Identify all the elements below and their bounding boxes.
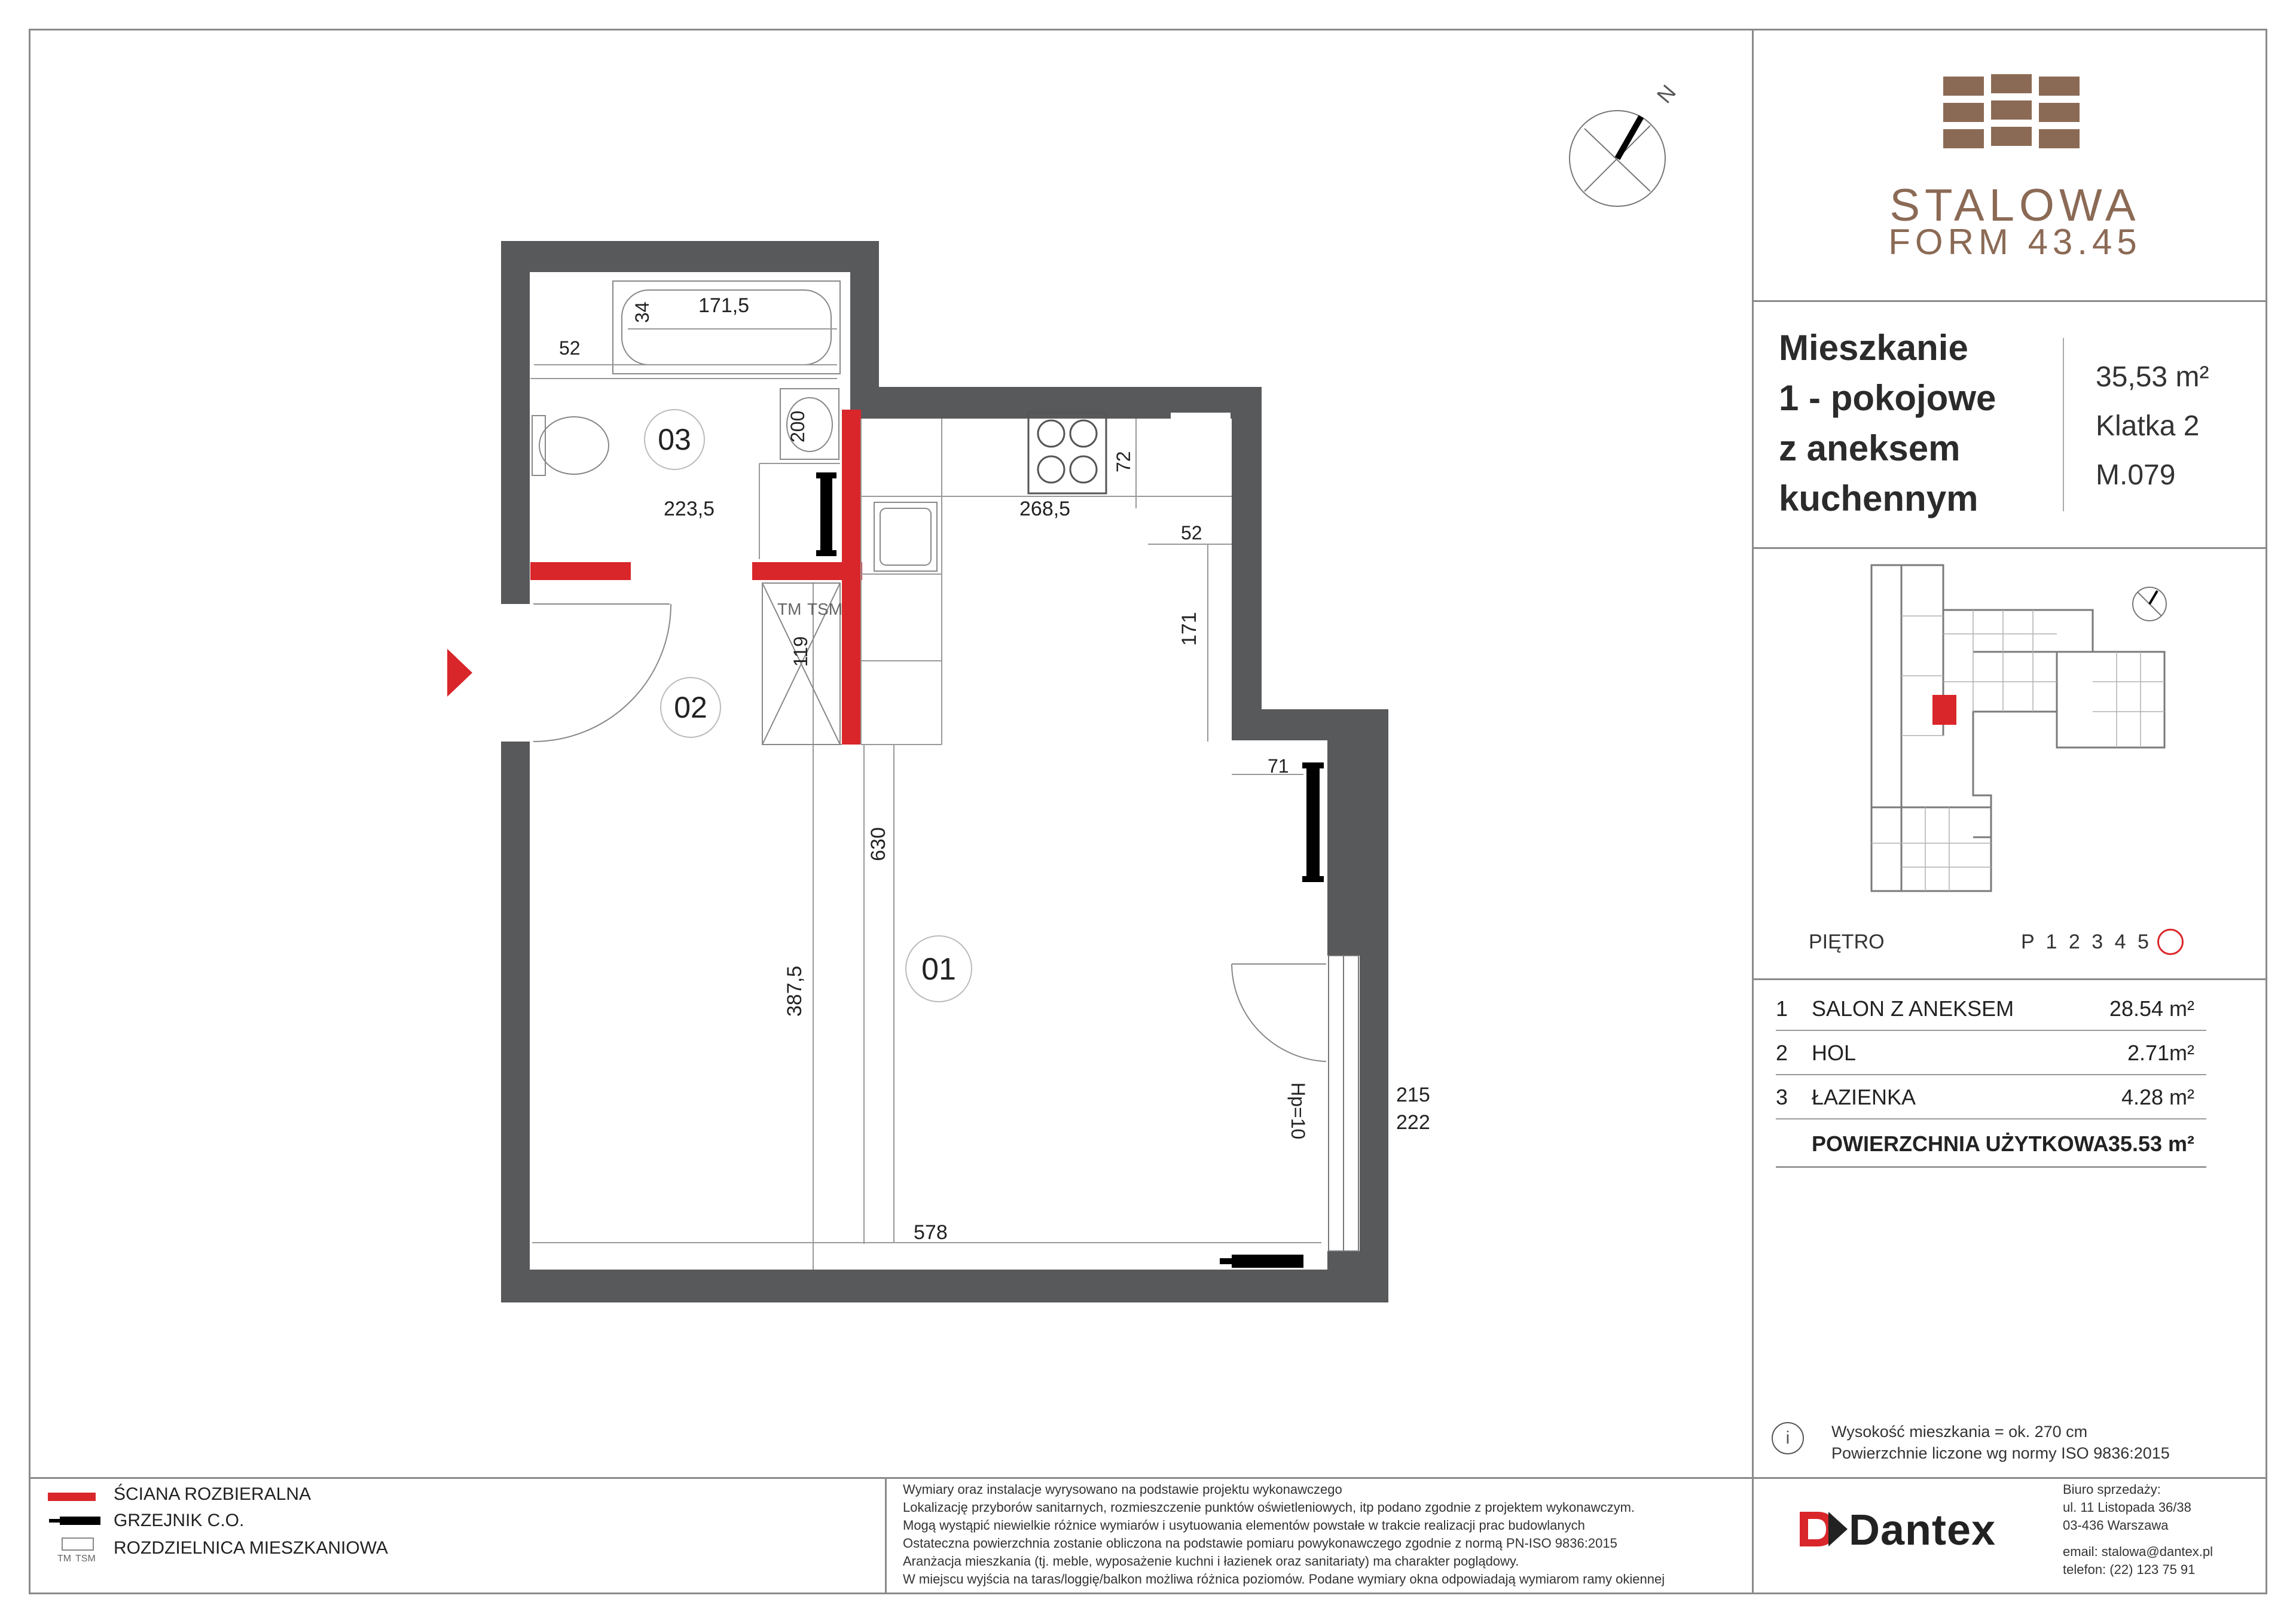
room-number: 3 xyxy=(1776,1085,1788,1109)
total-label: POWIERZCHNIA UŻYTKOWA xyxy=(1812,1131,2109,1156)
note-line: Wymiary oraz instalacje wyrysowano na podstawie projektu wykonawczego xyxy=(903,1482,1342,1497)
room-02-marker xyxy=(661,678,720,737)
apartment-unit: M.079 xyxy=(2096,459,2176,491)
title-line-3: z aneksem xyxy=(1779,428,1961,468)
title-line-2: 1 - pokojowe xyxy=(1779,378,1996,418)
entrance-door xyxy=(533,604,671,742)
floor-4[interactable]: 4 xyxy=(2114,931,2126,953)
legend-wall-label: ŚCIANA ROZBIERALNA xyxy=(114,1484,312,1504)
cooktop xyxy=(1028,413,1106,493)
note-line: Ostateczna powierzchnia zostanie obliczona na podstawie pomiaru powykonawczego zgodnie z normą PN-ISO 9836:2015 xyxy=(903,1536,1617,1551)
room-03-marker xyxy=(645,410,704,469)
legend-radiator-icon xyxy=(48,1514,102,1529)
legend-meter-tm: TM xyxy=(57,1554,72,1564)
room-name: SALON Z ANEKSEM xyxy=(1812,996,2014,1021)
dim-215: 215 xyxy=(1396,1084,1430,1106)
apartment-info xyxy=(2096,353,2209,500)
brand-logo xyxy=(1943,72,2081,167)
dim-268-5: 268,5 xyxy=(1019,498,1071,520)
entrance-arrow xyxy=(447,649,472,697)
info-notes xyxy=(1831,1421,2170,1464)
dim-630: 630 xyxy=(867,827,890,861)
room-name: HOL xyxy=(1812,1041,1857,1065)
developer-name: Dantex xyxy=(1849,1506,1996,1554)
north-label: N xyxy=(1651,80,1681,108)
note-line: Mogą wystąpić niewielkie różnice wymiarów i usytuowania elementów powstałe w trakcie realizacji prac budowlanych xyxy=(903,1518,1585,1533)
dim-72: 72 xyxy=(1113,451,1134,472)
legend-wall-swatch xyxy=(48,1493,96,1501)
sales-office xyxy=(2063,1481,2213,1579)
apartment-area: 35,53 m² xyxy=(2096,361,2209,393)
disclaimer-notes xyxy=(903,1481,1776,1588)
note-line: Aranżacja mieszkania (tj. meble, wyposażenie kuchni i łazienek oraz sanitariaty) ma charakter poglądowy. xyxy=(903,1554,1519,1569)
legend-radiator-label: GRZEJNIK C.O. xyxy=(114,1511,245,1530)
note-line: W miejscu wyjścia na taras/loggię/balkon możliwa różnica poziomów. Podane wymiary okna odpowiadają wymiarom ramy okiennej xyxy=(903,1572,1665,1587)
radiator-bath xyxy=(816,472,836,556)
room-number: 1 xyxy=(1776,996,1788,1021)
room-row xyxy=(1776,987,2206,1031)
dim-hp: Hp=10 xyxy=(1287,1082,1309,1140)
dim-171-5: 171,5 xyxy=(698,294,750,317)
sales-line: ul. 11 Listopada 36/38 xyxy=(2063,1500,2191,1515)
dim-34: 34 xyxy=(631,301,653,323)
sales-email[interactable]: email: stalowa@dantex.pl xyxy=(2063,1544,2213,1559)
room-name: ŁAZIENKA xyxy=(1812,1085,1916,1109)
total-row xyxy=(1776,1119,2206,1168)
floor-p[interactable]: P xyxy=(2021,931,2035,953)
key-plan xyxy=(1866,556,2188,927)
brand-subtitle: FORM 43.45 xyxy=(1888,222,2142,262)
entrance-opening xyxy=(500,604,532,742)
footer-sep-1 xyxy=(885,1477,887,1594)
floor-1[interactable]: 1 xyxy=(2045,931,2057,953)
current-floor-marker xyxy=(2157,929,2184,955)
room-area: 28.54 m² xyxy=(2109,996,2194,1021)
sales-line: 03-436 Warszawa xyxy=(2063,1518,2169,1533)
total-area: 35.53 m² xyxy=(2108,1131,2194,1156)
floor-label: PIĘTRO xyxy=(1809,931,1885,953)
toilet xyxy=(532,416,609,475)
dim-222: 222 xyxy=(1396,1111,1430,1134)
room-area: 2.71m² xyxy=(2127,1041,2194,1065)
footer-divider xyxy=(29,1477,2267,1479)
floor-5[interactable]: 5 xyxy=(2138,931,2149,953)
legend-meter-label: ROZDZIELNICA MIESZKANIOWA xyxy=(114,1538,388,1558)
room-03-label: 03 xyxy=(658,423,691,456)
title-line-4: kuchennym xyxy=(1779,478,1979,518)
shaft-bath xyxy=(534,274,587,315)
dim-578: 578 xyxy=(914,1221,948,1244)
sales-phone[interactable]: telefon: (22) 123 75 91 xyxy=(2063,1562,2196,1577)
brand-divider xyxy=(1752,300,2267,302)
radiator-living xyxy=(1302,762,1324,882)
keyplan-divider xyxy=(1752,978,2267,980)
norm-note: Powierzchnie liczone wg normy ISO 9836:2015 xyxy=(1831,1444,2170,1462)
info-icon: i xyxy=(1772,1422,1804,1454)
walls xyxy=(501,241,1388,1302)
room-row xyxy=(1776,1031,2206,1075)
dim-52b: 52 xyxy=(1181,522,1202,544)
sales-line: Biuro sprzedaży: xyxy=(2063,1482,2161,1497)
dim-223-5: 223,5 xyxy=(664,498,715,520)
room-01-marker xyxy=(906,936,972,1002)
sales-line xyxy=(2063,1534,2213,1543)
note-line: Lokalizację przyborów sanitarnych, rozmieszczenie punktów oświetleniowych, itp podano zgodnie z projektem wykonawczym. xyxy=(903,1500,1635,1515)
floor-selector xyxy=(2021,931,2149,954)
floor-2[interactable]: 2 xyxy=(2068,931,2080,953)
title-sep xyxy=(2063,338,2064,511)
kitchen-sink xyxy=(874,502,937,571)
room-02-label: 02 xyxy=(674,691,707,724)
panel-divider xyxy=(1752,29,1754,1491)
title-line-1: Mieszkanie xyxy=(1779,328,1968,368)
dim-52a: 52 xyxy=(559,337,581,359)
brand-name: STALOWA xyxy=(1889,180,2141,231)
meter-tm-label: TM xyxy=(777,600,802,618)
dim-71: 71 xyxy=(1268,755,1289,777)
apartment-staircase: Klatka 2 xyxy=(2096,410,2200,442)
room-row xyxy=(1776,1075,2206,1119)
key-plan-unit-highlight xyxy=(1932,695,1956,725)
room-01-label: 01 xyxy=(921,952,956,987)
balcony-door xyxy=(1232,964,1326,1061)
radiator-window xyxy=(1220,1255,1303,1268)
dim-171: 171 xyxy=(1178,612,1201,646)
apartment-title xyxy=(1779,323,2030,524)
room-number: 2 xyxy=(1776,1041,1788,1065)
height-note: Wysokość mieszkania = ok. 270 cm xyxy=(1831,1423,2088,1441)
floor-3[interactable]: 3 xyxy=(2092,931,2103,953)
dim-387-5: 387,5 xyxy=(783,965,806,1017)
legend-meter-tsm: TSM xyxy=(75,1554,96,1564)
dim-200: 200 xyxy=(787,410,808,443)
room-area: 4.28 m² xyxy=(2121,1085,2194,1109)
dantex-logo-mark xyxy=(1800,1511,1848,1548)
dim-119: 119 xyxy=(790,636,811,667)
meter-tsm-label: TSM xyxy=(807,600,843,618)
rooms-table xyxy=(1776,987,2206,1168)
title-divider xyxy=(1752,547,2267,549)
